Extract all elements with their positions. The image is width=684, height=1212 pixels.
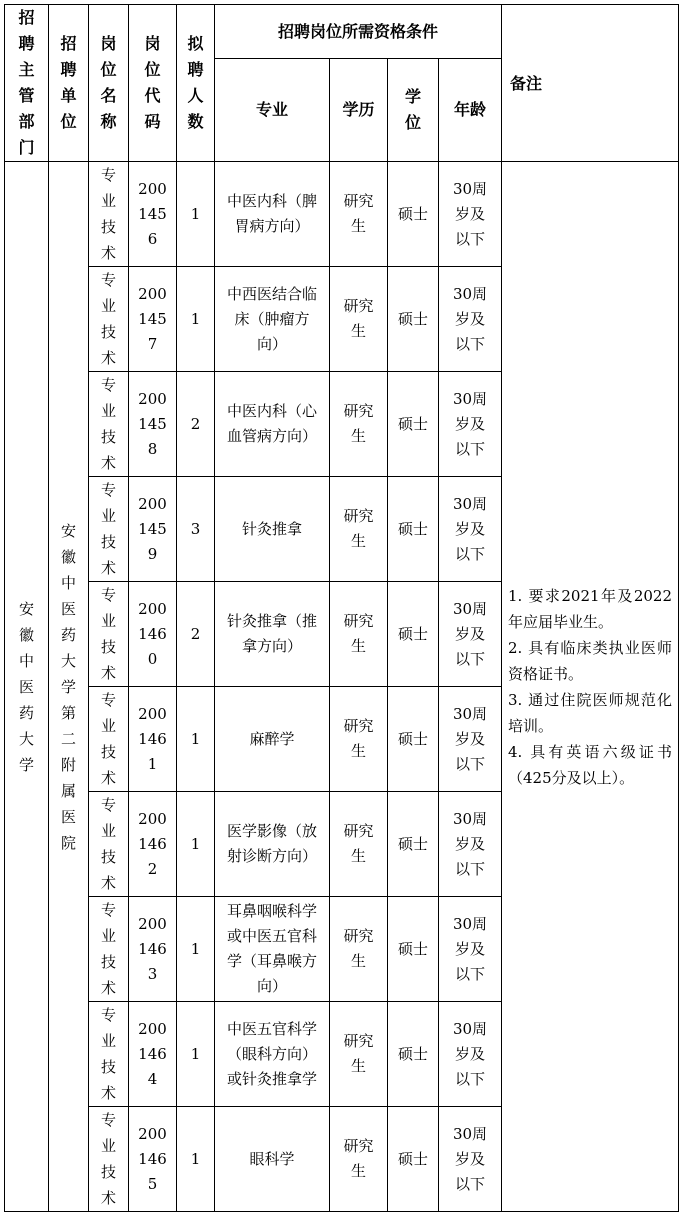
header-dept: 招聘主管部门 — [5, 5, 49, 162]
major-cell: 医学影像（放射诊断方向） — [215, 792, 330, 897]
header-degree: 学位 — [388, 58, 439, 161]
position-name-cell: 专业技术 — [89, 687, 129, 792]
headcount-cell: 1 — [177, 792, 215, 897]
age-cell: 30周岁及以下 — [439, 582, 502, 687]
recruitment-table — [4, 4, 679, 1212]
position-code-cell: 2001457 — [129, 267, 177, 372]
education-cell: 研究生 — [330, 1002, 388, 1107]
headcount-cell: 2 — [177, 582, 215, 687]
age-cell: 30周岁及以下 — [439, 897, 502, 1002]
headcount-cell: 1 — [177, 267, 215, 372]
education-cell: 研究生 — [330, 372, 388, 477]
position-name-cell: 专业技术 — [89, 372, 129, 477]
degree-cell: 硕士 — [388, 162, 439, 267]
remark-item: 4. 具有英语六级证书（425分及以上）。 — [508, 742, 672, 787]
major-cell: 中西医结合临床（肿瘤方向） — [215, 267, 330, 372]
degree-cell: 硕士 — [388, 372, 439, 477]
position-name-cell: 专业技术 — [89, 267, 129, 372]
education-cell: 研究生 — [330, 582, 388, 687]
position-name-cell: 专业技术 — [89, 792, 129, 897]
position-name-cell: 专业技术 — [89, 477, 129, 582]
header-age: 年龄 — [439, 58, 502, 161]
position-code-cell: 2001456 — [129, 162, 177, 267]
headcount-cell: 1 — [177, 162, 215, 267]
major-cell: 麻醉学 — [215, 687, 330, 792]
education-cell: 研究生 — [330, 477, 388, 582]
header-education: 学历 — [330, 58, 388, 161]
degree-cell: 硕士 — [388, 792, 439, 897]
headcount-cell: 1 — [177, 687, 215, 792]
age-cell: 30周岁及以下 — [439, 687, 502, 792]
position-name-cell: 专业技术 — [89, 1002, 129, 1107]
major-cell: 中医内科（脾胃病方向） — [215, 162, 330, 267]
degree-cell: 硕士 — [388, 582, 439, 687]
degree-cell: 硕士 — [388, 687, 439, 792]
degree-cell: 硕士 — [388, 897, 439, 1002]
table-row — [5, 162, 679, 267]
education-cell: 研究生 — [330, 1107, 388, 1212]
remark-item: 2. 具有临床类执业医师资格证书。 — [508, 638, 672, 683]
major-cell: 针灸推拿 — [215, 477, 330, 582]
major-cell: 中医五官科学（眼科方向）或针灸推拿学 — [215, 1002, 330, 1107]
position-code-cell: 2001463 — [129, 897, 177, 1002]
age-cell: 30周岁及以下 — [439, 1002, 502, 1107]
headcount-cell: 1 — [177, 1107, 215, 1212]
headcount-cell: 1 — [177, 1002, 215, 1107]
education-cell: 研究生 — [330, 687, 388, 792]
degree-cell: 硕士 — [388, 267, 439, 372]
remarks-cell — [502, 162, 679, 1212]
position-name-cell: 专业技术 — [89, 1107, 129, 1212]
position-code-cell: 2001459 — [129, 477, 177, 582]
headcount-cell: 2 — [177, 372, 215, 477]
position-name-cell: 专业技术 — [89, 897, 129, 1002]
degree-cell: 硕士 — [388, 1107, 439, 1212]
header-remarks: 备注 — [502, 5, 679, 162]
age-cell: 30周岁及以下 — [439, 477, 502, 582]
age-cell: 30周岁及以下 — [439, 267, 502, 372]
age-cell: 30周岁及以下 — [439, 792, 502, 897]
position-code-cell: 2001461 — [129, 687, 177, 792]
remark-item: 3. 通过住院医师规范化培训。 — [508, 690, 672, 735]
position-code-cell: 2001458 — [129, 372, 177, 477]
degree-cell: 硕士 — [388, 1002, 439, 1107]
header-headcount: 拟聘人数 — [177, 5, 215, 162]
position-name-cell: 专业技术 — [89, 582, 129, 687]
header-major: 专业 — [215, 58, 330, 161]
unit-cell: 安徽中医药大学第二附属医院 — [49, 162, 89, 1212]
header-qualifications: 招聘岗位所需资格条件 — [215, 5, 502, 59]
education-cell: 研究生 — [330, 897, 388, 1002]
major-cell: 耳鼻咽喉科学或中医五官科学（耳鼻喉方向） — [215, 897, 330, 1002]
headcount-cell: 3 — [177, 477, 215, 582]
header-unit: 招聘单位 — [49, 5, 89, 162]
remark-item: 1. 要求2021年及2022年应届毕业生。 — [508, 586, 672, 631]
age-cell: 30周岁及以下 — [439, 1107, 502, 1212]
position-code-cell: 2001464 — [129, 1002, 177, 1107]
education-cell: 研究生 — [330, 267, 388, 372]
position-name-cell: 专业技术 — [89, 162, 129, 267]
headcount-cell: 1 — [177, 897, 215, 1002]
age-cell: 30周岁及以下 — [439, 372, 502, 477]
major-cell: 中医内科（心血管病方向） — [215, 372, 330, 477]
position-code-cell: 2001460 — [129, 582, 177, 687]
major-cell: 针灸推拿（推拿方向） — [215, 582, 330, 687]
position-code-cell: 2001462 — [129, 792, 177, 897]
position-code-cell: 2001465 — [129, 1107, 177, 1212]
header-position-name: 岗位名称 — [89, 5, 129, 162]
degree-cell: 硕士 — [388, 477, 439, 582]
age-cell: 30周岁及以下 — [439, 162, 502, 267]
header-position-code: 岗位代码 — [129, 5, 177, 162]
dept-cell: 安徽中医药大学 — [5, 162, 49, 1212]
education-cell: 研究生 — [330, 162, 388, 267]
education-cell: 研究生 — [330, 792, 388, 897]
major-cell: 眼科学 — [215, 1107, 330, 1212]
